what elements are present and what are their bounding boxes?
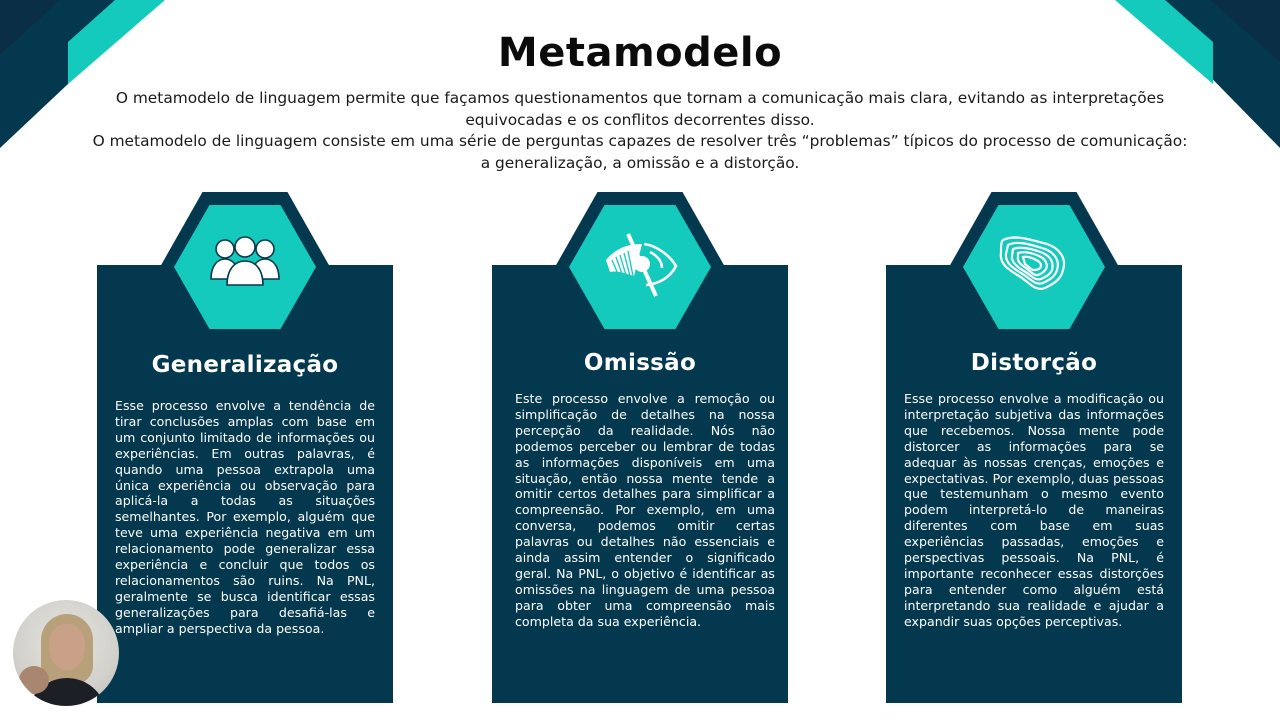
card-title-omissao: Omissão bbox=[583, 350, 697, 376]
group-of-people-icon bbox=[208, 235, 282, 289]
slide-title: Metamodelo bbox=[497, 30, 783, 76]
card-title-generalizacao: Generalização bbox=[151, 352, 339, 378]
card-title-distorcao: Distorção bbox=[970, 350, 1098, 376]
eye-slash-icon bbox=[600, 232, 680, 300]
intro-paragraph bbox=[40, 88, 1240, 174]
intro-line-4: a generalização, a omissão e a distorção. bbox=[480, 153, 800, 172]
card-text-generalizacao: Esse processo envolve a tendência de tirar conclusões amplas com base em um conjunto limitado de informações ou experiências. Em outras palavras, é quando uma pessoa extrapola uma única experiência ou observação para aplicá-la a todas as situações semelhantes. Por exemplo, alguém que teve uma experiência negativa em um relacionamento pode generalizar essa experiência e concluir que todos os relacionamentos são ruins. Na PNL, geralmente se busca identificar essas generalizações para desafiá-las e ampliar a perspectiva da pessoa. bbox=[115, 398, 375, 636]
distorted-contour-icon bbox=[995, 230, 1071, 294]
card-text-distorcao: Esse processo envolve a modificação ou interpretação subjetiva das informações que recebemos. Nossa mente pode distorcer as informações para se adequar às nossas crenças, emoções e expectativas. Por exemplo, duas pessoas que testemunham o mesmo evento podem interpretá-lo de maneiras diferentes com base em suas experiências passadas, emoções e perspectivas pessoais. Na PNL, é importante reconhecer essas distorções para entender como alguém está interpretando sua realidade e ajudar a expandir suas opções perceptivas. bbox=[904, 391, 1164, 629]
card-text-omissao: Este processo envolve a remoção ou simplificação de detalhes na nossa percepção da realidade. Nós não podemos perceber ou lembrar de todas as informações disponíveis em uma situação, então nossa mente tende a omitir certos detalhes para simplificar a compreensão. Por exemplo, em uma conversa, podemos omitir certas palavras ou detalhes não essenciais e ainda assim entender o significado geral. Na PNL, o objetivo é identificar as omissões na linguagem de uma pessoa para obter uma compreensão mais completa da sua experiência. bbox=[515, 391, 775, 629]
webcam-presenter-hand bbox=[19, 666, 49, 694]
intro-line-2: equivocadas e os conflitos decorrentes disso. bbox=[465, 110, 815, 129]
intro-line-3: O metamodelo de linguagem consiste em uma série de perguntas capazes de resolver três “problemas” típicos do processo de comunicação: bbox=[92, 132, 1188, 150]
presenter-webcam bbox=[13, 600, 119, 706]
intro-line-1: O metamodelo de linguagem permite que façamos questionamentos que tornam a comunicação mais clara, evitando as interpretações bbox=[115, 89, 1165, 107]
webcam-presenter-face bbox=[49, 624, 85, 670]
